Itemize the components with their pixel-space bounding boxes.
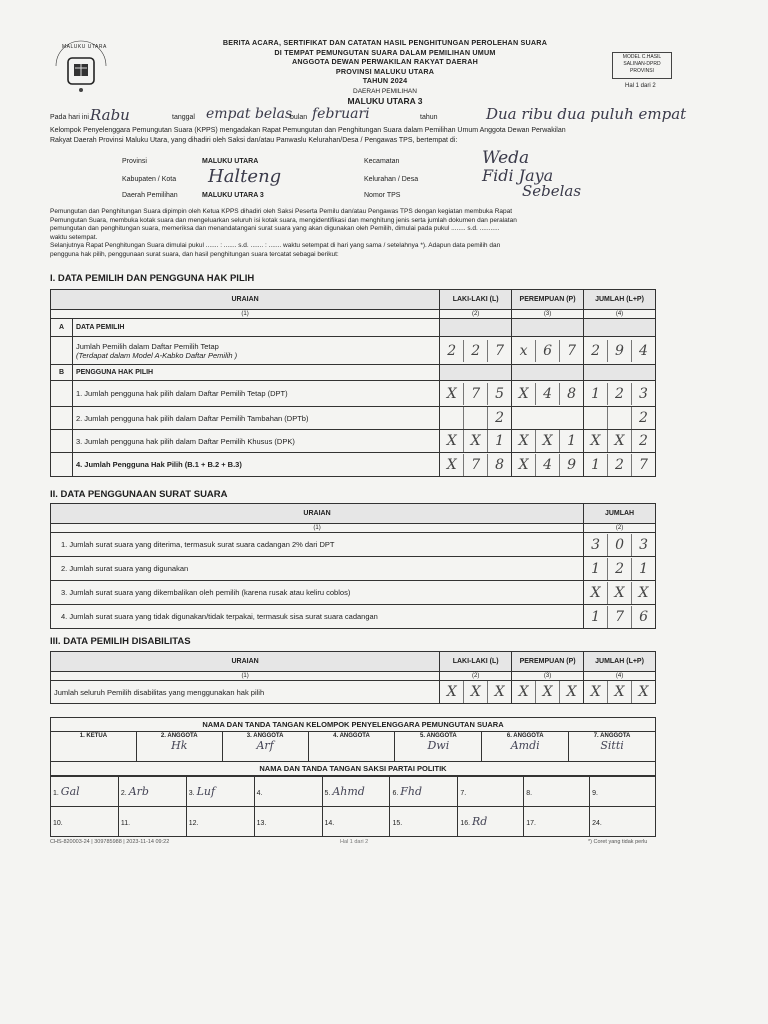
digit-box: 2 [607, 558, 631, 580]
jumlah-digits [584, 430, 655, 452]
saksi-signature-title: NAMA DAN TANDA TANGAN SAKSI PARTAI POLITIK [51, 762, 656, 776]
digit-box: 1 [591, 560, 601, 577]
signature-table [50, 717, 656, 776]
col-number: (1) [51, 524, 584, 533]
tahun-value: Dua ribu dua puluh empat [486, 105, 687, 123]
digit-box: 2 [447, 342, 457, 359]
saksi-cell [118, 777, 186, 807]
laki-digits [440, 681, 511, 703]
jumlah-digits [584, 582, 655, 604]
jumlah-digits [584, 407, 655, 429]
label-bulan: bulan [290, 114, 308, 121]
jumlah-digits [584, 558, 655, 580]
section-b-title: PENGGUNA HAK PILIH [72, 365, 439, 381]
provinsi-value: MALUKU UTARA [202, 158, 259, 165]
table-row-label: 2. Jumlah surat suara yang digunakan [51, 557, 584, 581]
role-label: 1. KETUA [79, 733, 108, 739]
kelurahan-label: Kelurahan / Desa [364, 176, 419, 183]
digit-box: 4 [631, 340, 655, 362]
label-tanggal: tanggal [172, 114, 195, 121]
col-number: (1) [51, 310, 440, 319]
digit-box: 2 [631, 430, 655, 452]
title-line: ANGGOTA DEWAN PERWAKILAN RAKYAT DAERAH [292, 57, 478, 66]
signature-cell [482, 732, 569, 762]
saksi-cell [254, 807, 322, 837]
dpt-perempuan-digits [512, 340, 583, 362]
saksi-cell [590, 807, 656, 837]
digit-box: 7 [463, 383, 487, 405]
col-perempuan: PEREMPUAN (P) [512, 652, 584, 672]
bulan-value: februari [312, 106, 370, 122]
laki-digits [440, 407, 511, 429]
dapil-heading: MALUKU UTARA 3 [347, 96, 423, 106]
role-label: 5. ANGGOTA [420, 733, 457, 739]
table-row-label: 2. Jumlah pengguna hak pilih dalam Daftar Pemilih Tambahan (DPTb) [72, 407, 439, 430]
digit-box: 1 [487, 430, 511, 452]
role-label: 3. ANGGOTA [246, 733, 284, 739]
col-number: (2) [440, 672, 512, 681]
dpt-jumlah-digits [584, 340, 655, 362]
digit-box: X [518, 385, 529, 402]
model-box [612, 52, 672, 79]
col-number: (2) [440, 310, 512, 319]
kpu-emblem [48, 40, 114, 102]
digit-box: X [446, 433, 457, 449]
digit-box: 1 [591, 608, 601, 625]
digit-box: 2 [591, 342, 600, 359]
signature: Gal [60, 785, 80, 798]
jumlah-digits [584, 383, 655, 405]
digit-box: 6 [631, 606, 655, 628]
hari-value: Rabu [90, 106, 130, 124]
signature-cell [395, 732, 482, 762]
digit-box: 3 [631, 534, 655, 556]
digit-box: 7 [559, 340, 583, 362]
saksi-cell [390, 807, 458, 837]
perempuan-digits [512, 430, 583, 452]
tps-label: Nomor TPS [364, 192, 401, 199]
signature: Ahmd [332, 785, 365, 798]
dapil-label: DAERAH PEMILIHAN [353, 88, 417, 95]
saksi-number: 3. [188, 790, 195, 797]
saksi-cell [118, 807, 186, 837]
digit-box: 5 [487, 383, 511, 405]
digit-box: X [607, 582, 631, 604]
col-jumlah: JUMLAH [584, 504, 656, 524]
voter-data-table [50, 289, 656, 477]
digit-box: X [607, 430, 631, 452]
saksi-number: 13. [256, 820, 267, 827]
digit-box: 7 [607, 606, 631, 628]
dpt-label [72, 337, 439, 365]
signature-cell [569, 732, 656, 762]
paragraph-line: Pemungutan Suara, membuka kotak suara dan mengeluarkan seluruh isi kotak suara, mengidentifikasi dan menghitung jenis serta jumlah dokumen dan peralatan [50, 216, 517, 224]
digit-box: 1 [591, 385, 600, 402]
title-line: TAHUN 2024 [362, 76, 408, 85]
digit-box: 9 [607, 340, 631, 362]
signature-cell [308, 732, 395, 762]
col-uraian: URAIAN [51, 652, 440, 672]
role-label: 4. ANGGOTA [333, 733, 370, 739]
digit-box: 8 [487, 454, 511, 476]
ballot-usage-table [50, 503, 656, 629]
col-number: (4) [584, 672, 656, 681]
digit-box: 1 [559, 430, 583, 452]
footer-page: Hal 1 dari 2 [340, 839, 369, 845]
col-laki: LAKI-LAKI (L) [440, 290, 512, 310]
saksi-cell [322, 807, 390, 837]
model-box-line: PROVINSI [630, 68, 654, 74]
section-2-title: II. DATA PENGGUNAAN SURAT SUARA [50, 489, 228, 500]
laki-digits [440, 383, 511, 405]
title-line: BERITA ACARA, SERTIFIKAT DAN CATATAN HASIL PENGHITUNGAN PEROLEHAN SUARA [222, 38, 548, 47]
dapil-row-value: MALUKU UTARA 3 [202, 192, 264, 199]
paragraph-line: Pemungutan dan Penghitungan Suara dipimpin oleh Ketua KPPS dihadiri oleh Saksi Peserta Pemilu dan/atau Pengawas TPS dengan kegiatan membuka Rapat [50, 208, 513, 215]
kecamatan-value: Weda [482, 148, 530, 168]
digit-box: 1 [591, 456, 600, 473]
col-number: (2) [584, 524, 656, 533]
opening-line-2: Kelompok Penyelenggara Pemungutan Suara (KPPS) mengadakan Rapat Pemungutan dan Penghitungan Suara dalam Pemilihan Umum Anggota Dewan Perwakilan [50, 127, 566, 134]
provinsi-label: Provinsi [122, 158, 147, 165]
paragraph-line: waktu setempat. [50, 233, 98, 241]
footer-note: *) Coret yang tidak perlu [588, 839, 648, 845]
digit-box: 2 [607, 454, 631, 476]
kecamatan-label: Kecamatan [364, 158, 400, 165]
digit-box [463, 407, 487, 429]
signature: Luf [196, 785, 216, 798]
emblem-text: MALUKU UTARA [62, 44, 107, 50]
laki-digits [440, 454, 511, 476]
signature-cell [136, 732, 222, 762]
section-3-title: III. DATA PEMILIH DISABILITAS [50, 636, 191, 647]
col-jumlah: JUMLAH (L+P) [584, 290, 656, 310]
col-perempuan: PEREMPUAN (P) [512, 290, 584, 310]
col-uraian: URAIAN [51, 290, 440, 310]
signature-cell [222, 732, 308, 762]
role-label: 6. ANGGOTA [506, 733, 544, 739]
saksi-number: 11. [120, 820, 131, 827]
digit-box: X [518, 433, 529, 449]
saksi-number: 1. [53, 790, 59, 797]
digit-box: X [518, 684, 529, 700]
tanggal-value: empat belas [206, 106, 293, 122]
jumlah-digits [584, 606, 655, 628]
laki-digits [440, 430, 511, 452]
section-1-title: I. DATA PEMILIH DAN PENGGUNA HAK PILIH [50, 273, 255, 284]
digit-box: 8 [559, 383, 583, 405]
digit-box: X [631, 582, 655, 604]
saksi-number: 9. [592, 790, 598, 797]
digit-box: X [446, 385, 457, 402]
col-jumlah: JUMLAH (L+P) [584, 652, 656, 672]
saksi-cell [51, 807, 119, 837]
table-row-label: 3. Jumlah surat suara yang dikembalikan oleh pemilih (karena rusak atau keliru coblos) [51, 581, 584, 605]
section-a-title: DATA PEMILIH [72, 319, 439, 337]
paragraph-line: pengguna hak pilih, penggunaan surat suara, dan hasil penghitungan suara tercatat sebagai berikut: [50, 250, 339, 258]
row-code: A [51, 319, 73, 337]
digit-box: X [535, 430, 559, 452]
saksi-number: 4. [256, 790, 263, 797]
col-laki: LAKI-LAKI (L) [440, 652, 512, 672]
digit-box [440, 407, 463, 429]
saksi-cell [186, 777, 254, 807]
dpt-label-note: (Terdapat dalam Model A-Kabko Daftar Pemilih ) [75, 350, 238, 360]
digit-box: X [518, 456, 529, 473]
saksi-cell [254, 777, 322, 807]
procedure-paragraph [50, 208, 750, 260]
saksi-cell [186, 807, 254, 837]
jumlah-digits [584, 454, 655, 476]
digit-box: X [487, 681, 511, 703]
title-line: PROVINSI MALUKU UTARA [335, 66, 435, 76]
saksi-cell [390, 777, 458, 807]
digit-box: X [631, 681, 655, 703]
saksi-cell [590, 777, 656, 807]
digit-box: X [590, 584, 601, 601]
saksi-number: 5. [324, 790, 331, 797]
col-number: (3) [512, 310, 584, 319]
signature: Sitti [600, 739, 624, 752]
kelurahan-value: Fidi Jaya [482, 166, 554, 185]
digit-box: 7 [631, 454, 655, 476]
dapil-row-label: Daerah Pemilihan [122, 192, 178, 199]
digit-box: 7 [487, 340, 511, 362]
table-row-label: 4. Jumlah surat suara yang tidak digunakan/tidak terpakai, termasuk sisa surat suara cadangan [51, 605, 584, 629]
saksi-number: 14. [324, 820, 335, 827]
opening-line-1 [50, 105, 750, 128]
col-number: (3) [512, 672, 584, 681]
digit-box: X [559, 681, 583, 703]
saksi-number: 15. [392, 820, 403, 827]
footer-code: CHS-820003-24 | 309785988 | 2023-11-14 09:22 [50, 839, 170, 845]
title-line: DI TEMPAT PEMUNGUTAN SUARA DALAM PEMILIHAN UMUM [274, 47, 496, 57]
label-tahun: tahun [420, 114, 438, 121]
digit-box: 9 [559, 454, 583, 476]
signature: Arb [128, 785, 149, 798]
perempuan-digits [512, 681, 583, 703]
role-label: 2. ANGGOTA [160, 733, 198, 739]
digit-box: x [519, 342, 528, 359]
table-row-label: 3. Jumlah pengguna hak pilih dalam Daftar Pemilih Khusus (DPK) [72, 430, 439, 453]
opening-line-3: Rakyat Daerah Provinsi Maluku Utara, yang dihadiri oleh Saksi dan/atau Panwaslu Kelurahan/Desa / Pengawas TPS, bertempat di: [50, 137, 458, 144]
signature: Arf [256, 739, 274, 752]
digit-box: 3 [591, 536, 601, 553]
saksi-number: 24. [592, 820, 602, 827]
perempuan-digits [512, 383, 583, 405]
saksi-signature-table [50, 776, 656, 837]
saksi-cell [524, 807, 590, 837]
digit-box: 4 [535, 383, 559, 405]
table-row-label: 1. Jumlah surat suara yang diterima, termasuk surat suara cadangan 2% dari DPT [51, 533, 584, 557]
saksi-number: 2. [120, 790, 127, 797]
saksi-number: 8. [526, 790, 533, 797]
saksi-number: 7. [460, 790, 467, 797]
digit-box [584, 407, 607, 429]
jumlah-digits [584, 681, 655, 703]
digit-box: 2 [463, 340, 487, 362]
table-row-label: 1. Jumlah pengguna hak pilih dalam Daftar Pemilih Tetap (DPT) [72, 381, 439, 407]
digit-box: X [446, 456, 457, 473]
dpt-laki-digits [440, 340, 511, 362]
digit-box: 6 [535, 340, 559, 362]
model-box-line: MODEL C.HASIL [622, 54, 662, 60]
signature: Fhd [400, 785, 422, 798]
document-title [150, 38, 620, 86]
saksi-cell [458, 777, 524, 807]
saksi-number: 6. [392, 790, 399, 797]
paragraph-line: Selanjutnya Rapat Penghitungan Suara dimulai pukul ....... : ....... s.d. ....... : ....... waktu setempat di hari yang sama / setelahnya *). Adapun data pemilih dan [50, 242, 501, 250]
digit-box: 2 [487, 407, 511, 429]
kabupaten-value: Halteng [208, 166, 282, 187]
table-row-label: 4. Jumlah Pengguna Hak Pilih (B.1 + B.2 + B.3) [72, 453, 439, 477]
saksi-number: 16. [460, 820, 471, 827]
signature: Amdi [510, 739, 540, 752]
digit-box: 1 [631, 558, 655, 580]
digit-box: X [463, 681, 487, 703]
page-number: Hal 1 dari 2 [625, 83, 656, 89]
signature: Rd [472, 815, 488, 828]
saksi-number: 12. [188, 820, 199, 827]
col-number: (1) [51, 672, 440, 681]
signature: Hk [171, 739, 188, 752]
signature-cell [51, 732, 137, 762]
saksi-cell [524, 777, 590, 807]
digit-box: X [463, 430, 487, 452]
table-row-label: Jumlah seluruh Pemilih disabilitas yang menggunakan hak pilih [51, 681, 440, 704]
digit-box: 0 [607, 534, 631, 556]
row-code: B [51, 365, 73, 381]
saksi-cell [322, 777, 390, 807]
digit-box: X [590, 684, 601, 700]
signature: Dwi [427, 739, 450, 752]
digit-box: 3 [631, 383, 655, 405]
label-hari: Pada hari ini [50, 114, 89, 121]
digit-box: X [446, 684, 457, 700]
col-uraian: URAIAN [51, 504, 584, 524]
location-block [122, 148, 722, 204]
digit-box: 2 [631, 407, 655, 429]
digit-box: 7 [463, 454, 487, 476]
digit-box: X [590, 433, 601, 449]
digit-box: 4 [535, 454, 559, 476]
kabupaten-label: Kabupaten / Kota [122, 176, 177, 183]
digit-box: 2 [607, 383, 631, 405]
digit-box: X [535, 681, 559, 703]
saksi-number: 17. [526, 820, 536, 827]
kpps-signature-title: NAMA DAN TANDA TANGAN KELOMPOK PENYELENGGARA PEMUNGUTAN SUARA [51, 718, 656, 732]
digit-box: X [607, 681, 631, 703]
disability-table [50, 651, 656, 704]
digit-box [607, 407, 631, 429]
perempuan-digits [512, 454, 583, 476]
model-box-line: SALINAN-DPRD [623, 61, 661, 67]
col-number: (4) [584, 310, 656, 319]
saksi-cell [458, 807, 524, 837]
tps-value: Sebelas [522, 182, 582, 200]
dpt-label-line: Jumlah Pemilih dalam Daftar Pemilih Tetap [75, 341, 219, 351]
jumlah-digits [584, 534, 655, 556]
role-label: 7. ANGGOTA [593, 733, 631, 739]
paragraph-line: pemungutan dan penghitungan suara, memeriksa dan menandatangani surat suara yang akan digunakan oleh Pemilih, dimulai pada pukul ........ s.d. ........... [50, 225, 500, 233]
saksi-number: 10. [53, 820, 63, 827]
saksi-cell [51, 777, 119, 807]
